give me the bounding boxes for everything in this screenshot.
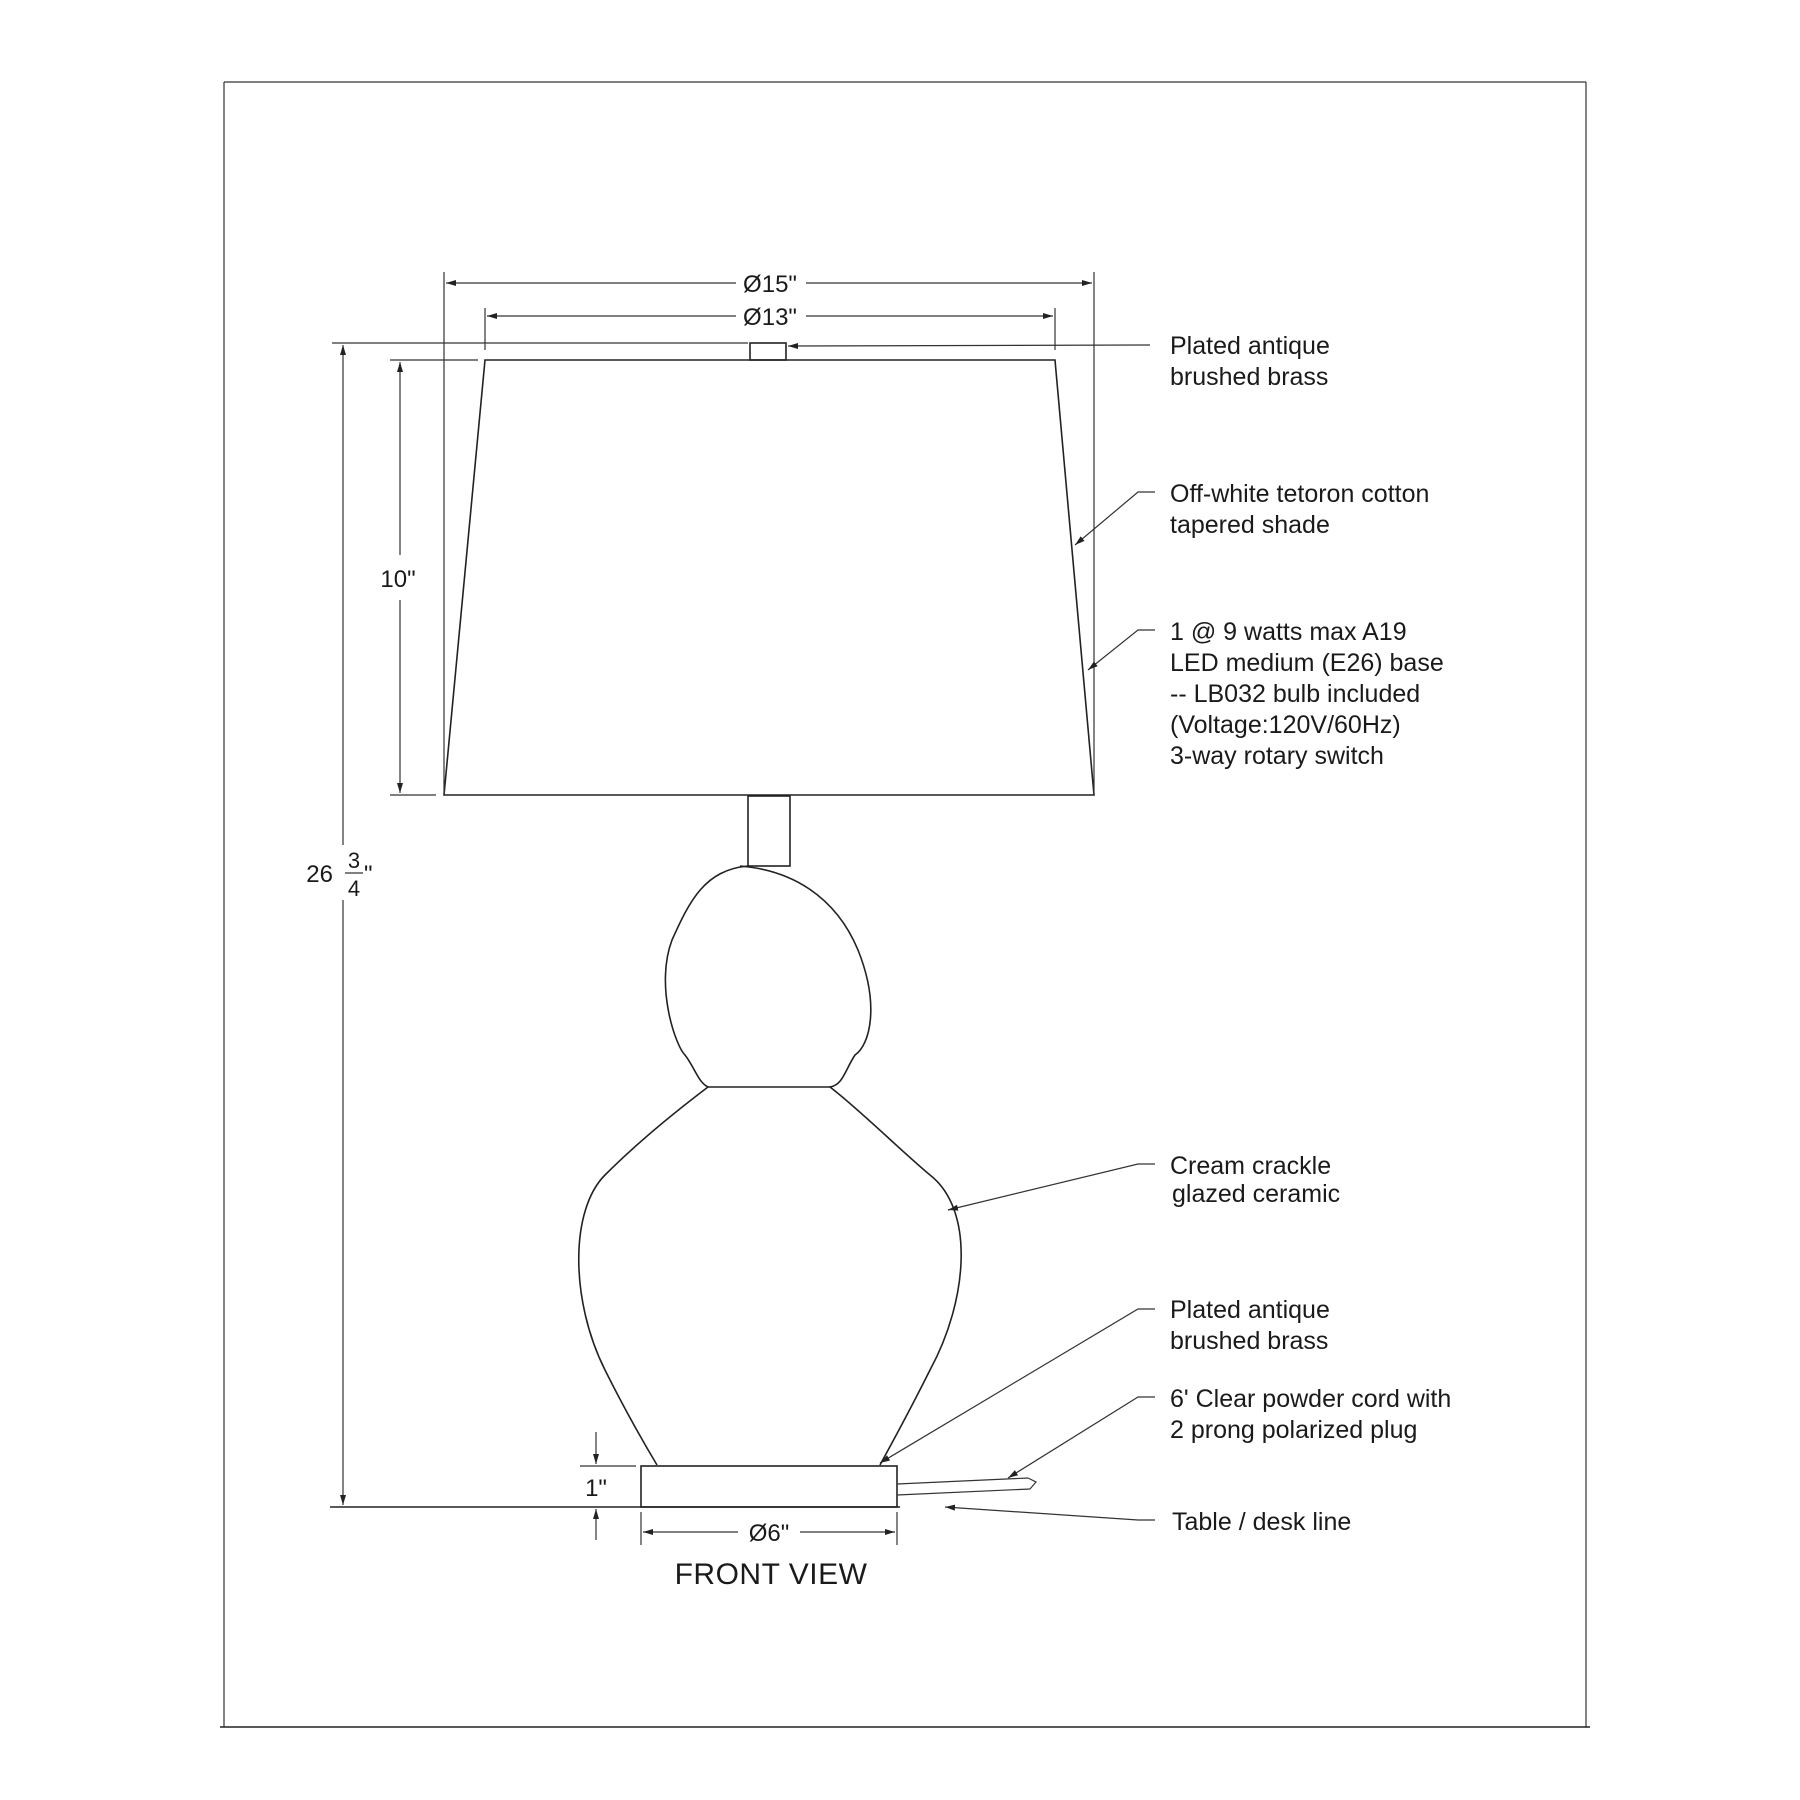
callout-finial (1170, 332, 1337, 391)
ceramic-body (740, 866, 961, 1465)
callout-body (1170, 1152, 1340, 1208)
callout-bulb-line: 3-way rotary switch (1170, 742, 1384, 770)
callout-base-line: brushed brass (1170, 1327, 1329, 1355)
callout-body-line: glazed ceramic (1172, 1180, 1341, 1208)
dimension-shade-height (380, 360, 478, 795)
dimension-base-height (580, 1432, 636, 1540)
dimension-base-diameter-label: Ø6" (748, 1520, 790, 1547)
dimension-overall-height-denominator: 4 (347, 876, 361, 901)
lamp-shade (444, 360, 1094, 795)
dimension-overall-height-whole: 26 (306, 861, 333, 888)
dimension-shade-top-label: Ø13" (743, 304, 797, 331)
dimension-base-diameter (641, 1512, 897, 1547)
callout-table-line-text: Table / desk line (1172, 1508, 1352, 1536)
callout-base (1170, 1296, 1337, 1355)
callout-finial-line: brushed brass (1170, 363, 1329, 391)
callout-base-line: Plated antique (1170, 1296, 1330, 1324)
dimension-shade-height-label: 10" (380, 566, 416, 593)
finial (750, 343, 786, 360)
dimension-overall-height-numerator: 3 (347, 848, 361, 873)
callout-table-line (1172, 1508, 1351, 1536)
callout-body-line: Cream crackle (1170, 1152, 1332, 1180)
dimension-shade-bottom-label: Ø15" (743, 271, 797, 298)
lamp-neck (748, 796, 790, 866)
view-label: FRONT VIEW (674, 1558, 868, 1591)
callout-bulb (1170, 618, 1451, 770)
leader-lines (788, 345, 1155, 1520)
callout-shade-line: Off-white tetoron cotton (1170, 480, 1430, 508)
callout-cord-line: 2 prong polarized plug (1170, 1416, 1418, 1444)
callout-cord-line: 6' Clear powder cord with (1170, 1385, 1452, 1413)
callout-finial-line: Plated antique (1170, 332, 1330, 360)
ceramic-body-left (579, 866, 748, 1465)
dimension-shade-bottom (444, 271, 1094, 795)
dimension-base-height-label: 1" (585, 1475, 607, 1502)
callout-bulb-line: -- LB032 bulb included (1170, 680, 1421, 708)
power-cord (897, 1478, 1036, 1495)
dimension-overall-height (306, 343, 748, 1505)
callout-shade (1170, 480, 1436, 539)
lamp-base (641, 1466, 897, 1507)
drawing-frame (220, 82, 1590, 1727)
callout-bulb-line: 1 @ 9 watts max A19 (1170, 618, 1407, 646)
callout-bulb-line: LED medium (E26) base (1170, 649, 1444, 677)
callout-bulb-line: (Voltage:120V/60Hz) (1170, 711, 1401, 739)
dimension-overall-height-unit: " (364, 861, 373, 888)
callout-cord (1170, 1385, 1458, 1444)
callout-shade-line: tapered shade (1170, 511, 1330, 539)
